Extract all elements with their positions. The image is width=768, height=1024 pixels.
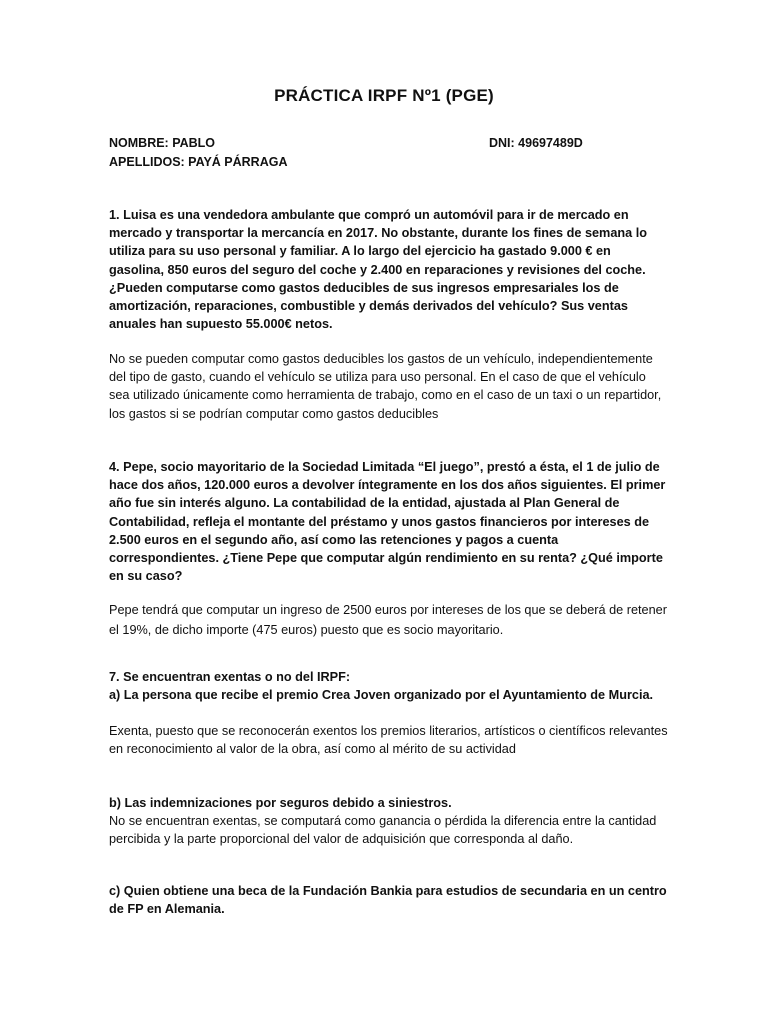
student-name: NOMBRE: PABLO — [109, 136, 216, 150]
student-dni: DNI: 49697489D — [489, 136, 583, 150]
student-surnames: APELLIDOS: PAYÁ PÁRRAGA — [109, 155, 288, 169]
question-1: 1. Luisa es una vendedora ambulante que compró un automóvil para ir de mercado en mercado y transportar la mercancía en 2017. No obstante, durante los fines de semana lo utiliza para su uso personal y familiar. A lo largo del ejercicio ha gastado 9.000 € en gasolina, 850 euros del seguro del coche y 2.400 en reparaciones y revisiones del coche. ¿Pueden computarse como gastos deducibles de sus ingresos empresariales los de amortización, reparaciones, combustible y demás derivados del vehículo? Sus ventas anuales han supuesto 55.000€ netos. — [109, 208, 647, 332]
document-title: PRÁCTICA IRPF Nº1 (PGE) — [274, 86, 494, 105]
answer-7a: Exenta, puesto que se reconocerán exentos los premios literarios, artísticos o científicos relevantes en reconocimiento al valor de la obra, así como al mérito de su actividad — [109, 724, 668, 757]
answer-4: Pepe tendrá que computar un ingreso de 2500 euros por intereses de los que se deberá de retener el 19%, de dicho importe (475 euros) puesto que es socio mayoritario. — [109, 603, 667, 637]
question-7a: a) La persona que recibe el premio Crea Joven organizado por el Ayuntamiento de Murcia. — [109, 688, 654, 702]
question-7c: c) Quien obtiene una beca de la Fundación Bankia para estudios de secundaria en un centro de FP en Alemania. — [109, 884, 667, 917]
question-4: 4. Pepe, socio mayoritario de la Sociedad Limitada “El juego”, prestó a ésta, el 1 de julio de hace dos años, 120.000 euros a devolver íntegramente en los dos años siguientes. El primer año fue sin interés alguno. La contabilidad de la entidad, ajustada al Plan General de Contabilidad, refleja el montante del préstamo y unos gastos financieros por intereses de 2.500 euros en el segundo año, así como las retenciones y pagos a cuenta correspondientes. ¿Tiene Pepe que computar algún rendimiento en su renta? ¿Qué importe en su caso? — [109, 460, 666, 584]
question-7: 7. Se encuentran exentas o no del IRPF: — [109, 670, 351, 684]
answer-1: No se pueden computar como gastos deducibles los gastos de un vehículo, independientemente del tipo de gasto, cuando el vehículo se utiliza para uso personal. En el caso de que el vehículo sea utilizado únicamente como herramienta de trabajo, como en el caso de un taxi o un repartidor, los gastos si se podrían computar como gastos deducibles — [109, 352, 662, 421]
question-7b: b) Las indemnizaciones por seguros debido a siniestros. — [109, 796, 452, 810]
answer-7b: No se encuentran exentas, se computará como ganancia o pérdida la diferencia entre la cantidad percibida y la parte proporcional del valor de adquisición que corresponda al daño. — [109, 814, 657, 847]
